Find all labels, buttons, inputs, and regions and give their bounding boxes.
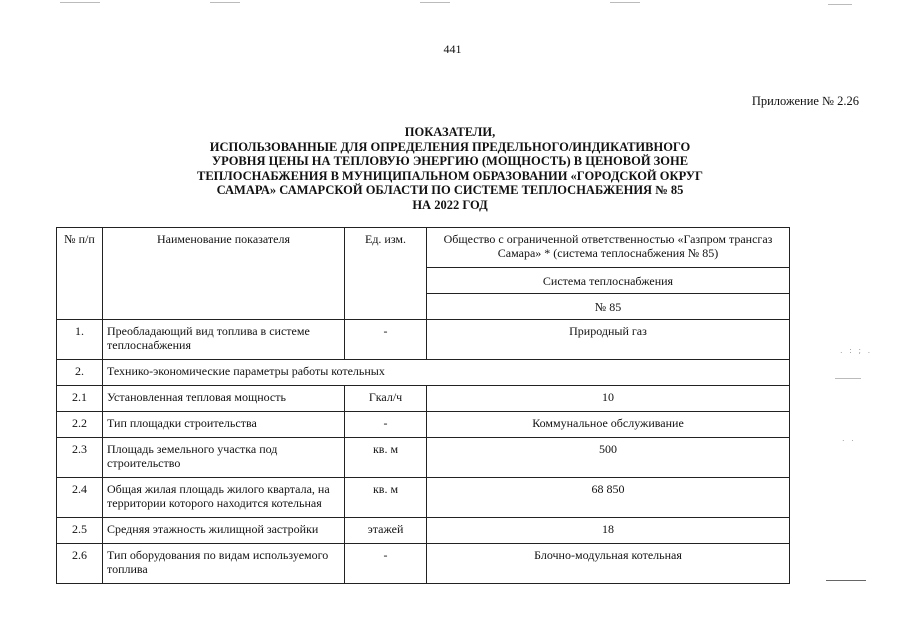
row-value: 18	[427, 518, 790, 544]
row-value: Природный газ	[427, 320, 790, 360]
title-line: ИСПОЛЬЗОВАННЫЕ ДЛЯ ОПРЕДЕЛЕНИЯ ПРЕДЕЛЬНОГО/ИНДИКАТИВНОГО	[209, 139, 691, 154]
header-unit: Ед. изм.	[345, 228, 427, 320]
title-line: САМАРА» САМАРСКОЙ ОБЛАСТИ ПО СИСТЕМЕ ТЕПЛОСНАБЖЕНИЯ № 85	[216, 183, 684, 197]
row-unit: этажей	[345, 518, 427, 544]
table-row	[57, 518, 790, 544]
table-row	[57, 320, 790, 360]
row-unit: кв. м	[345, 478, 427, 518]
row-section-name: Технико-экономические параметры работы котельных	[103, 360, 790, 386]
document-title	[150, 125, 750, 212]
row-value: 68 850	[427, 478, 790, 518]
title-line: ПОКАЗАТЕЛИ,	[404, 125, 496, 139]
scan-artifact-line	[826, 580, 866, 581]
scan-artifact-speck: . .	[842, 434, 856, 443]
header-num: № п/п	[57, 228, 103, 320]
row-name: Тип площадки строительства	[103, 412, 345, 438]
title-line: НА 2022 ГОД	[412, 197, 488, 212]
row-num: 1.	[57, 320, 103, 360]
scan-artifact-line	[610, 2, 640, 3]
row-num: 2.3	[57, 438, 103, 478]
row-num: 2.1	[57, 386, 103, 412]
table-row	[57, 438, 790, 478]
scan-artifact-line	[828, 4, 852, 5]
scan-artifact-line	[835, 378, 861, 379]
row-name: Средняя этажность жилищной застройки	[103, 518, 345, 544]
row-value: 500	[427, 438, 790, 478]
row-unit: кв. м	[345, 438, 427, 478]
table-header-row	[57, 228, 790, 268]
row-num: 2.5	[57, 518, 103, 544]
header-system-label: Система теплоснабжения	[427, 268, 790, 294]
row-num: 2.2	[57, 412, 103, 438]
scan-artifact-line	[60, 2, 100, 3]
row-unit: -	[345, 412, 427, 438]
scan-artifact-line	[210, 2, 240, 3]
row-unit: -	[345, 320, 427, 360]
row-name: Общая жилая площадь жилого квартала, на территории которого находится котельная	[103, 478, 345, 518]
appendix-label: Приложение № 2.26	[751, 94, 859, 108]
header-name: Наименование показателя	[103, 228, 345, 320]
row-value: Коммунальное обслуживание	[427, 412, 790, 438]
table-row	[57, 544, 790, 584]
row-unit: Гкал/ч	[345, 386, 427, 412]
header-organization: Общество с ограниченной ответственностью «Газпром трансгаз Самара» * (система теплоснабжения № 85)	[427, 228, 790, 268]
row-num: 2.6	[57, 544, 103, 584]
row-name: Площадь земельного участка под строительство	[103, 438, 345, 478]
row-name: Преобладающий вид топлива в системе теплоснабжения	[103, 320, 345, 360]
table-row	[57, 386, 790, 412]
row-value: 10	[427, 386, 790, 412]
table-row	[57, 478, 790, 518]
page-number: 441	[443, 42, 462, 56]
scan-artifact-speck: . : ; .	[840, 346, 873, 355]
indicators-table	[56, 227, 790, 584]
header-system-number: № 85	[427, 294, 790, 320]
row-unit: -	[345, 544, 427, 584]
scan-artifact-line	[420, 2, 450, 3]
row-value: Блочно-модульная котельная	[427, 544, 790, 584]
title-line: УРОВНЯ ЦЕНЫ НА ТЕПЛОВУЮ ЭНЕРГИЮ (МОЩНОСТЬ) В ЦЕНОВОЙ ЗОНЕ	[211, 154, 689, 168]
table-row	[57, 360, 790, 386]
row-name: Установленная тепловая мощность	[103, 386, 345, 412]
title-line: ТЕПЛОСНАБЖЕНИЯ В МУНИЦИПАЛЬНОМ ОБРАЗОВАНИИ «ГОРОДСКОЙ ОКРУГ	[196, 168, 704, 183]
table-row	[57, 412, 790, 438]
row-num: 2.4	[57, 478, 103, 518]
row-num: 2.	[57, 360, 103, 386]
row-name: Тип оборудования по видам используемого топлива	[103, 544, 345, 584]
